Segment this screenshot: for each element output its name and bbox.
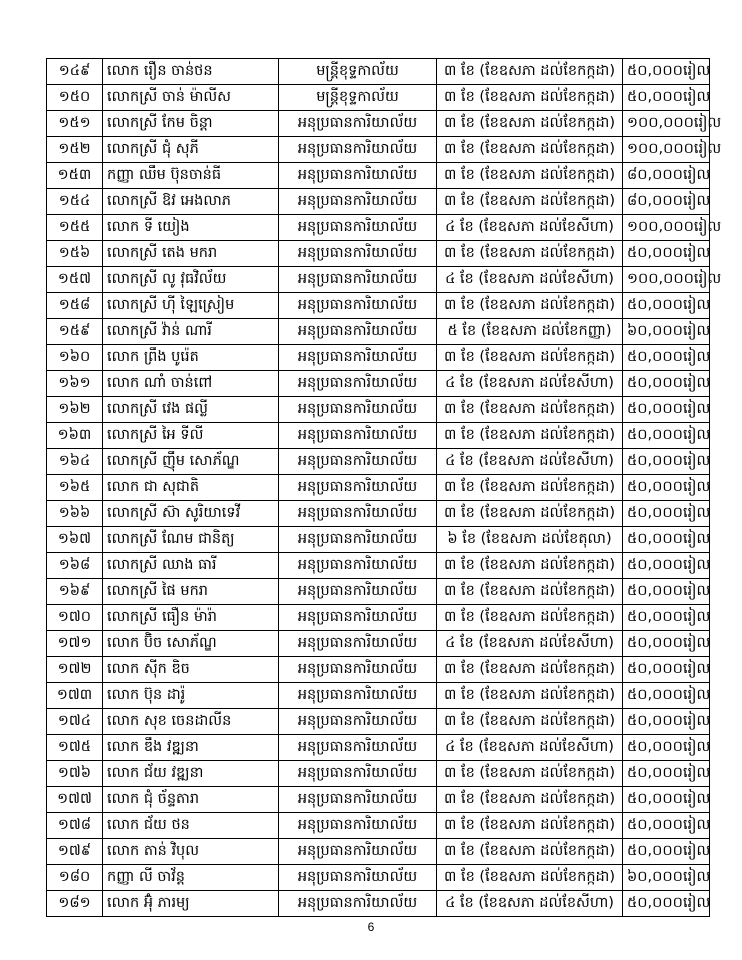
row-number-cell: ១៧៨	[47, 813, 103, 839]
name-cell: លោក ឌឹង វឌ្ឍនា	[103, 735, 279, 761]
name-cell: លោក ប៊ិច សោភ័ណ្ឌ	[103, 631, 279, 657]
table-row	[47, 787, 710, 813]
row-number-cell: ១៦៩	[47, 579, 103, 605]
row-number-cell: ១៦០	[47, 345, 103, 371]
amount-cell: ៥០,០០០រៀល	[623, 605, 710, 631]
position-cell: អនុប្រធានការិយាល័យ	[279, 267, 437, 293]
row-number-cell: ១៥៥	[47, 215, 103, 241]
duration-cell: ៣ ខែ (ខែឧសភា ដល់ខែកក្កដា)	[437, 475, 623, 501]
amount-cell: ៥០,០០០រៀល	[623, 449, 710, 475]
row-number-cell: ១៦៨	[47, 553, 103, 579]
name-cell: លោក សុខ ចេនដាលីន	[103, 709, 279, 735]
position-cell: អនុប្រធានការិយាល័យ	[279, 631, 437, 657]
position-cell: អនុប្រធានការិយាល័យ	[279, 605, 437, 631]
amount-cell: ៥០,០០០រៀល	[623, 85, 710, 111]
row-number-cell: ១៧៦	[47, 761, 103, 787]
position-cell: មន្ត្រីខុទ្ទកាល័យ	[279, 85, 437, 111]
table-row	[47, 319, 710, 345]
duration-cell: ៣ ខែ (ខែឧសភា ដល់ខែកក្កដា)	[437, 553, 623, 579]
table-row	[47, 215, 710, 241]
name-cell: លោក តាន់ វិបុល	[103, 839, 279, 865]
amount-cell: ៥០,០០០រៀល	[623, 423, 710, 449]
duration-cell: ៤ ខែ (ខែឧសភា ដល់ខែសីហា)	[437, 215, 623, 241]
amount-cell: ៥០,០០០រៀល	[623, 475, 710, 501]
position-cell: អនុប្រធានការិយាល័យ	[279, 553, 437, 579]
duration-cell: ៣ ខែ (ខែឧសភា ដល់ខែកក្កដា)	[437, 787, 623, 813]
table-row	[47, 579, 710, 605]
amount-cell: ៥០,០០០រៀល	[623, 397, 710, 423]
duration-cell: ៣ ខែ (ខែឧសភា ដល់ខែកក្កដា)	[437, 397, 623, 423]
amount-cell: ៥០,០០០រៀល	[623, 59, 710, 85]
duration-cell: ៣ ខែ (ខែឧសភា ដល់ខែកក្កដា)	[437, 813, 623, 839]
duration-cell: ៣ ខែ (ខែឧសភា ដល់ខែកក្កដា)	[437, 111, 623, 137]
duration-cell: ៤ ខែ (ខែឧសភា ដល់ខែសីហា)	[437, 267, 623, 293]
table-row	[47, 683, 710, 709]
row-number-cell: ១៥៤	[47, 189, 103, 215]
row-number-cell: ១៧៩	[47, 839, 103, 865]
name-cell: លោក រឿន ចាន់ថន	[103, 59, 279, 85]
amount-cell: ៥០,០០០រៀល	[623, 371, 710, 397]
row-number-cell: ១៤៩	[47, 59, 103, 85]
position-cell: អនុប្រធានការិយាល័យ	[279, 189, 437, 215]
table-row	[47, 189, 710, 215]
name-cell: លោកស្រី អៃ ទីលី	[103, 423, 279, 449]
table-row	[47, 423, 710, 449]
table-row	[47, 631, 710, 657]
position-cell: អនុប្រធានការិយាល័យ	[279, 319, 437, 345]
amount-cell: ៨០,០០០រៀល	[623, 189, 710, 215]
name-cell: លោកស្រី តេង មករា	[103, 241, 279, 267]
table-row	[47, 345, 710, 371]
table-row	[47, 293, 710, 319]
row-number-cell: ១៨១	[47, 891, 103, 917]
amount-cell: ៦០,០០០រៀល	[623, 865, 710, 891]
name-cell: កញ្ញា លី ចាវ័ន្ត	[103, 865, 279, 891]
name-cell: លោក ណាំ ចាន់ពៅ	[103, 371, 279, 397]
duration-cell: ៥ ខែ (ខែឧសភា ដល់ខែកញ្ញា)	[437, 319, 623, 345]
name-cell: លោក ជុំ ច័ន្ទតារា	[103, 787, 279, 813]
position-cell: អនុប្រធានការិយាល័យ	[279, 657, 437, 683]
duration-cell: ៣ ខែ (ខែឧសភា ដល់ខែកក្កដា)	[437, 657, 623, 683]
table-row	[47, 85, 710, 111]
amount-cell: ៥០,០០០រៀល	[623, 553, 710, 579]
table-row	[47, 163, 710, 189]
row-number-cell: ១៥៣	[47, 163, 103, 189]
duration-cell: ៤ ខែ (ខែឧសភា ដល់ខែសីហា)	[437, 735, 623, 761]
position-cell: អនុប្រធានការិយាល័យ	[279, 137, 437, 163]
amount-cell: ១០០,០០០រៀល	[623, 137, 710, 163]
duration-cell: ៤ ខែ (ខែឧសភា ដល់ខែសីហា)	[437, 371, 623, 397]
position-cell: អនុប្រធានការិយាល័យ	[279, 449, 437, 475]
name-cell: លោក ព្រឹង បូរ៉េត	[103, 345, 279, 371]
amount-cell: ៥០,០០០រៀល	[623, 787, 710, 813]
page-number: 6	[367, 920, 375, 934]
name-cell: លោកស្រី លូ វុធវិល័យ	[103, 267, 279, 293]
row-number-cell: ១៧០	[47, 605, 103, 631]
name-cell: លោកស្រី ហ៊ី ឡៃស្រៀម	[103, 293, 279, 319]
roster-table	[46, 58, 722, 917]
amount-cell: ៦០,០០០រៀល	[623, 319, 710, 345]
row-number-cell: ១៦៦	[47, 501, 103, 527]
position-cell: អនុប្រធានការិយាល័យ	[279, 215, 437, 241]
position-cell: អនុប្រធានការិយាល័យ	[279, 501, 437, 527]
name-cell: លោកស្រី ផៃ មករា	[103, 579, 279, 605]
duration-cell: ៣ ខែ (ខែឧសភា ដល់ខែកក្កដា)	[437, 761, 623, 787]
table-row	[47, 449, 710, 475]
duration-cell: ៣ ខែ (ខែឧសភា ដល់ខែកក្កដា)	[437, 241, 623, 267]
row-number-cell: ១៧១	[47, 631, 103, 657]
amount-cell: ៥០,០០០រៀល	[623, 579, 710, 605]
table-row	[47, 605, 710, 631]
position-cell: អនុប្រធានការិយាល័យ	[279, 813, 437, 839]
duration-cell: ៣ ខែ (ខែឧសភា ដល់ខែកក្កដា)	[437, 501, 623, 527]
amount-cell: ៥០,០០០រៀល	[623, 293, 710, 319]
table-row	[47, 501, 710, 527]
duration-cell: ៣ ខែ (ខែឧសភា ដល់ខែកក្កដា)	[437, 579, 623, 605]
duration-cell: ៣ ខែ (ខែឧសភា ដល់ខែកក្កដា)	[437, 85, 623, 111]
row-number-cell: ១៦៥	[47, 475, 103, 501]
duration-cell: ៣ ខែ (ខែឧសភា ដល់ខែកក្កដា)	[437, 137, 623, 163]
position-cell: អនុប្រធានការិយាល័យ	[279, 891, 437, 917]
name-cell: លោកស្រី ញ៉ឹម សោភ័ណ្ឌ	[103, 449, 279, 475]
position-cell: អនុប្រធានការិយាល័យ	[279, 839, 437, 865]
position-cell: អនុប្រធានការិយាល័យ	[279, 111, 437, 137]
amount-cell: ៥០,០០០រៀល	[623, 735, 710, 761]
duration-cell: ៣ ខែ (ខែឧសភា ដល់ខែកក្កដា)	[437, 709, 623, 735]
row-number-cell: ១៧៣	[47, 683, 103, 709]
position-cell: អនុប្រធានការិយាល័យ	[279, 579, 437, 605]
amount-cell: ៥០,០០០រៀល	[623, 683, 710, 709]
row-number-cell: ១៥៨	[47, 293, 103, 319]
amount-cell: ១០០,០០០រៀល	[623, 267, 710, 293]
position-cell: អនុប្រធានការិយាល័យ	[279, 735, 437, 761]
name-cell: លោកស្រី វ៉ាន់ ណារី	[103, 319, 279, 345]
row-number-cell: ១៥៩	[47, 319, 103, 345]
table-row	[47, 553, 710, 579]
duration-cell: ៣ ខែ (ខែឧសភា ដល់ខែកក្កដា)	[437, 163, 623, 189]
duration-cell: ៣ ខែ (ខែឧសភា ដល់ខែកក្កដា)	[437, 189, 623, 215]
position-cell: អនុប្រធានការិយាល័យ	[279, 163, 437, 189]
row-number-cell: ១៥០	[47, 85, 103, 111]
amount-cell: ៥០,០០០រៀល	[623, 631, 710, 657]
table-row	[47, 709, 710, 735]
table-row	[47, 137, 710, 163]
name-cell: លោក ជា សុជាតិ	[103, 475, 279, 501]
table-row	[47, 371, 710, 397]
row-number-cell: ១៦២	[47, 397, 103, 423]
name-cell: លោកស្រី ជុំ សុភី	[103, 137, 279, 163]
table-row	[47, 111, 710, 137]
table-row	[47, 397, 710, 423]
position-cell: អនុប្រធានការិយាល័យ	[279, 527, 437, 553]
row-number-cell: ១៦៧	[47, 527, 103, 553]
table-row	[47, 267, 710, 293]
table-row	[47, 813, 710, 839]
table-row	[47, 761, 710, 787]
amount-cell: ៥០,០០០រៀល	[623, 501, 710, 527]
table-row	[47, 527, 710, 553]
name-cell: លោកស្រី ណែម ជានិត្យ	[103, 527, 279, 553]
name-cell: កញ្ញា ឈឹម ប៊ុនចាន់ធី	[103, 163, 279, 189]
name-cell: លោកស្រី ធឿន ម៉ារ៉ា	[103, 605, 279, 631]
duration-cell: ៣ ខែ (ខែឧសភា ដល់ខែកក្កដា)	[437, 345, 623, 371]
position-cell: មន្ត្រីខុទ្ទកាល័យ	[279, 59, 437, 85]
row-number-cell: ១៧៥	[47, 735, 103, 761]
table-row	[47, 865, 710, 891]
duration-cell: ៣ ខែ (ខែឧសភា ដល់ខែកក្កដា)	[437, 865, 623, 891]
name-cell: លោកស្រី ឈាង ធារី	[103, 553, 279, 579]
position-cell: អនុប្រធានការិយាល័យ	[279, 371, 437, 397]
name-cell: លោក ទី យៀង	[103, 215, 279, 241]
duration-cell: ៤ ខែ (ខែឧសភា ដល់ខែសីហា)	[437, 891, 623, 917]
duration-cell: ៤ ខែ (ខែឧសភា ដល់ខែសីហា)	[437, 631, 623, 657]
duration-cell: ៣ ខែ (ខែឧសភា ដល់ខែកក្កដា)	[437, 839, 623, 865]
roster-table-body	[47, 59, 722, 917]
position-cell: អនុប្រធានការិយាល័យ	[279, 475, 437, 501]
amount-cell: ៥០,០០០រៀល	[623, 345, 710, 371]
duration-cell: ៣ ខែ (ខែឧសភា ដល់ខែកក្កដា)	[437, 683, 623, 709]
table-row	[47, 891, 710, 917]
duration-cell: ៦ ខែ (ខែឧសភា ដល់ខែតុលា)	[437, 527, 623, 553]
amount-cell: ៥០,០០០រៀល	[623, 839, 710, 865]
row-number-cell: ១៥៦	[47, 241, 103, 267]
name-cell: លោកស្រី ចាន់ ម៉ាលីស	[103, 85, 279, 111]
name-cell: លោក ជ័យ វឌ្ឍនា	[103, 761, 279, 787]
name-cell: លោកស្រី កែម ចិន្តា	[103, 111, 279, 137]
duration-cell: ៣ ខែ (ខែឧសភា ដល់ខែកក្កដា)	[437, 59, 623, 85]
amount-cell: ៥០,០០០រៀល	[623, 761, 710, 787]
duration-cell: ៣ ខែ (ខែឧសភា ដល់ខែកក្កដា)	[437, 293, 623, 319]
table-row	[47, 475, 710, 501]
amount-cell: ៥០,០០០រៀល	[623, 527, 710, 553]
name-cell: លោកស្រី ឱវ អេងលាភ	[103, 189, 279, 215]
name-cell: លោកស្រី ស៊ា សូរិយាទេវី	[103, 501, 279, 527]
table-row	[47, 839, 710, 865]
row-number-cell: ១៧៤	[47, 709, 103, 735]
row-number-cell: ១៦១	[47, 371, 103, 397]
position-cell: អនុប្រធានការិយាល័យ	[279, 423, 437, 449]
position-cell: អនុប្រធានការិយាល័យ	[279, 293, 437, 319]
name-cell: លោក អ៊ុំ ភារម្យ	[103, 891, 279, 917]
amount-cell: ៨០,០០០រៀល	[623, 163, 710, 189]
position-cell: អនុប្រធានការិយាល័យ	[279, 397, 437, 423]
amount-cell: ៥០,០០០រៀល	[623, 657, 710, 683]
amount-cell: ៥០,០០០រៀល	[623, 891, 710, 917]
name-cell: លោក ជ័យ ថន	[103, 813, 279, 839]
amount-cell: ៥០,០០០រៀល	[623, 241, 710, 267]
row-number-cell: ១៨០	[47, 865, 103, 891]
row-number-cell: ១៥១	[47, 111, 103, 137]
row-number-cell: ១៦៤	[47, 449, 103, 475]
table-row	[47, 59, 710, 85]
position-cell: អនុប្រធានការិយាល័យ	[279, 865, 437, 891]
duration-cell: ៣ ខែ (ខែឧសភា ដល់ខែកក្កដា)	[437, 423, 623, 449]
row-number-cell: ១៦៣	[47, 423, 103, 449]
table-row	[47, 241, 710, 267]
position-cell: អនុប្រធានការិយាល័យ	[279, 761, 437, 787]
position-cell: អនុប្រធានការិយាល័យ	[279, 345, 437, 371]
position-cell: អនុប្រធានការិយាល័យ	[279, 683, 437, 709]
row-number-cell: ១៧២	[47, 657, 103, 683]
row-number-cell: ១៧៧	[47, 787, 103, 813]
position-cell: អនុប្រធានការិយាល័យ	[279, 241, 437, 267]
name-cell: លោក ប៊ុន ដារ៉ូ	[103, 683, 279, 709]
amount-cell: ៥០,០០០រៀល	[623, 709, 710, 735]
amount-cell: ៥០,០០០រៀល	[623, 813, 710, 839]
position-cell: អនុប្រធានការិយាល័យ	[279, 787, 437, 813]
duration-cell: ៤ ខែ (ខែឧសភា ដល់ខែសីហា)	[437, 449, 623, 475]
position-cell: អនុប្រធានការិយាល័យ	[279, 709, 437, 735]
table-row	[47, 735, 710, 761]
amount-cell: ១០០,០០០រៀល	[623, 111, 710, 137]
name-cell: លោក ស៊ីក ឌិច	[103, 657, 279, 683]
row-number-cell: ១៥២	[47, 137, 103, 163]
row-number-cell: ១៥៧	[47, 267, 103, 293]
table-row	[47, 657, 710, 683]
duration-cell: ៣ ខែ (ខែឧសភា ដល់ខែកក្កដា)	[437, 605, 623, 631]
amount-cell: ១០០,០០០រៀល	[623, 215, 710, 241]
name-cell: លោកស្រី វេង ផល្លី	[103, 397, 279, 423]
